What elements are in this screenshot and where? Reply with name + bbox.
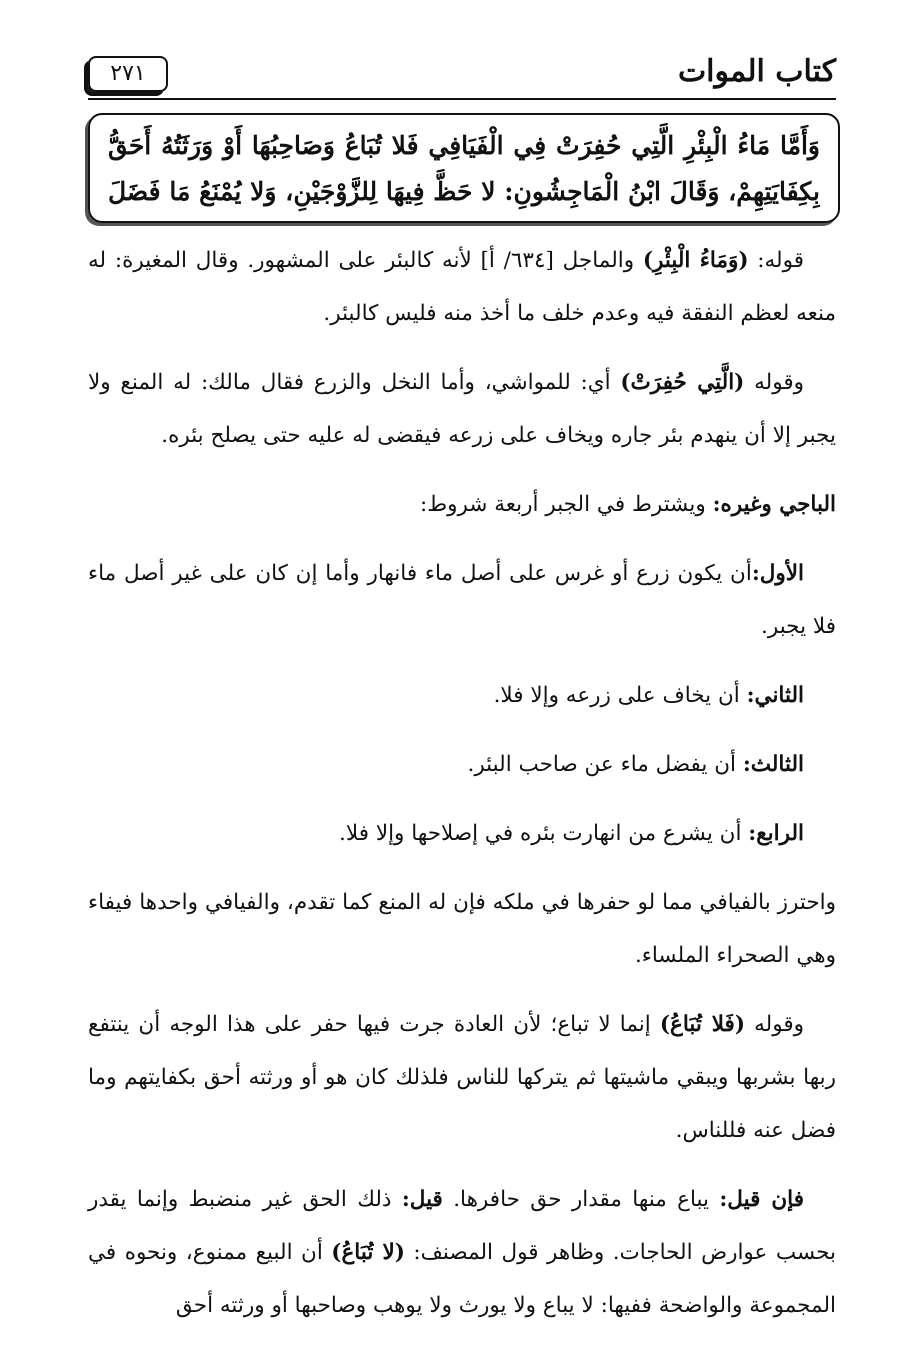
paragraph-2-lead: وقوله	[744, 370, 804, 395]
paragraph-9-text: إنما لا تباع؛ لأن العادة جرت فيها حفر على هذا الوجه أن ينتفع ربها بشربها ويبقي ماشيتها ثم يتركها للناس فلذلك كان هو أو ورثته أحق بكفايتهم وما فضل عنه فللناس.	[88, 1012, 836, 1143]
condition-4-text: أن يشرع من انهارت بئره في إصلاحها وإلا فلا.	[339, 821, 749, 846]
paragraph-2-text: أي: للمواشي، وأما النخل والزرع فقال مالك: له المنع ولا يجبر إلا أن ينهدم بئر جاره ويخاف على زرعه فيقضى له عليه حتى يصلح بئره.	[88, 370, 836, 448]
page-number: ٢٧١	[88, 56, 168, 92]
commentary-body	[88, 234, 836, 1348]
reply-text: ذلك الحق غير منضبط وإنما يقدر بحسب عوارض الحاجات. وظاهر قول المصنف:	[88, 1187, 837, 1265]
header-divider	[88, 98, 836, 100]
reply-label: قيل:	[401, 1187, 443, 1212]
paragraph-10-text: أن البيع ممنوع، ونحوه في المجموعة والواضحة ففيها: لا يباع ولا يورث ولا يوهب وصاحبها أو ورثته أحق	[88, 1240, 836, 1318]
paragraph-2-quote: (الَّتِي حُفِرَتْ)	[620, 370, 745, 395]
condition-2-label: الثاني:	[746, 683, 804, 708]
condition-2	[88, 669, 836, 722]
matn-line-2: بِكِفَايَتِهِمْ، وَقَالَ ابْنُ الْمَاجِشُونِ: لا حَظَّ فِيهَا لِلزَّوْجَيْنِ، وَلا يُمْنَعُ مَا فَضَلَ	[108, 177, 820, 206]
paragraph-9	[88, 998, 836, 1157]
condition-3	[88, 738, 836, 791]
paragraph-2	[88, 356, 836, 462]
matn-text-box	[88, 113, 840, 223]
paragraph-1-text: والماجل [٦٣٤/ أ] لأنه كالبئر على المشهور. وقال المغيرة: له منعه لعظم النفقة فيه وعدم خلف ما أخذ منه فليس كالبئر.	[88, 248, 836, 326]
paragraph-8-text: واحترز بالفيافي مما لو حفرها في ملكه فإن له المنع كما تقدم، والفيافي واحدها فيفاء وهي الصحراء الملساء.	[88, 890, 836, 968]
book-title: كتاب الموات	[677, 54, 836, 89]
paragraph-9-lead: وقوله	[745, 1012, 805, 1037]
paragraph-1-lead: قوله:	[748, 248, 804, 273]
page-header	[88, 52, 836, 100]
condition-2-text: أن يخاف على زرعه وإلا فلا.	[493, 683, 747, 708]
paragraph-10-quote: (لا تُبَاعُ)	[331, 1240, 405, 1265]
paragraph-3-text: ويشترط في الجبر أربعة شروط:	[420, 492, 713, 517]
condition-1-text: أن يكون زرع أو غرس على أصل ماء فانهار وأما إن كان على غير أصل ماء فلا يجبر.	[88, 561, 836, 639]
paragraph-3	[88, 478, 836, 531]
condition-4-label: الرابع:	[748, 821, 804, 846]
paragraph-3-heading: الباجي وغيره:	[712, 492, 836, 517]
paragraph-1	[88, 234, 836, 340]
paragraph-10	[88, 1173, 836, 1332]
condition-4	[88, 807, 836, 860]
paragraph-1-quote: (وَمَاءُ الْبِئْرِ)	[642, 248, 749, 273]
condition-3-label: الثالث:	[742, 752, 804, 777]
condition-3-text: أن يفضل ماء عن صاحب البئر.	[467, 752, 743, 777]
condition-1	[88, 547, 836, 653]
paragraph-9-quote: (فَلا تُبَاعُ)	[659, 1012, 745, 1037]
matn-line-1: وَأَمَّا مَاءُ الْبِئْرِ الَّتِي حُفِرَتْ فِي الْفَيَافِي فَلا تُبَاعُ وَصَاحِبُهَا أَوْ وَرَثَتُهُ أَحَقُّ	[108, 131, 820, 160]
objection-text: يباع منها مقدار حق حافرها.	[442, 1187, 720, 1212]
objection-label: فإن قيل:	[719, 1187, 805, 1212]
condition-1-label: الأول:	[751, 561, 804, 586]
paragraph-8	[88, 876, 836, 982]
